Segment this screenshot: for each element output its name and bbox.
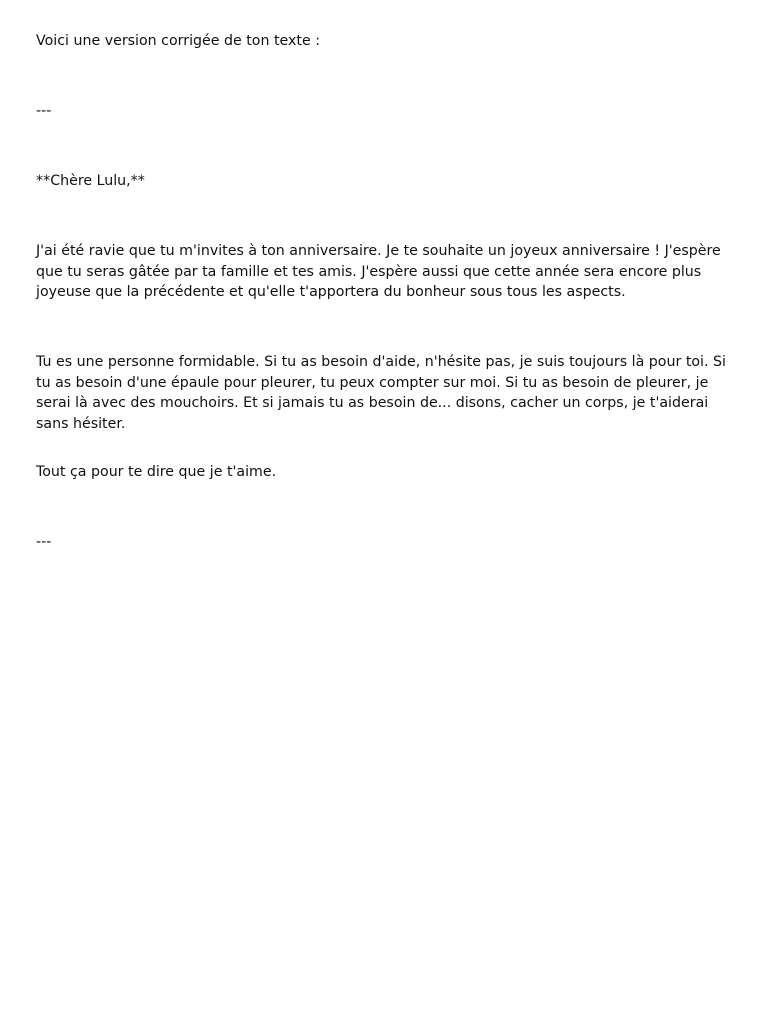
paragraph-friendship: Tu es une personne formidable. Si tu as besoin d'aide, n'hésite pas, je suis toujours là pour toi. Si tu as besoin d'une épaule pour pleurer, tu peux compter sur moi. Si tu as besoin de pleurer, je serai là avec des mouchoirs. Et si jamais tu as besoin de... disons, cacher un corps, je t'aiderai sans hésiter. bbox=[36, 354, 726, 432]
paragraph-birthday: J'ai été ravie que tu m'invites à ton anniversaire. Je te souhaite un joyeux anniversaire ! J'espère que tu seras gâtée par ta famille et tes amis. J'espère aussi que cette année sera encore plus joyeuse que la précédente et qu'elle t'apportera du bonheur sous tous les aspects. bbox=[36, 243, 721, 300]
separator-bottom: --- bbox=[36, 534, 52, 550]
greeting: **Chère Lulu,** bbox=[36, 173, 145, 189]
separator-top: --- bbox=[36, 103, 52, 119]
intro-text: Voici une version corrigée de ton texte : bbox=[36, 33, 320, 49]
closing-line: Tout ça pour te dire que je t'aime. bbox=[36, 464, 277, 480]
